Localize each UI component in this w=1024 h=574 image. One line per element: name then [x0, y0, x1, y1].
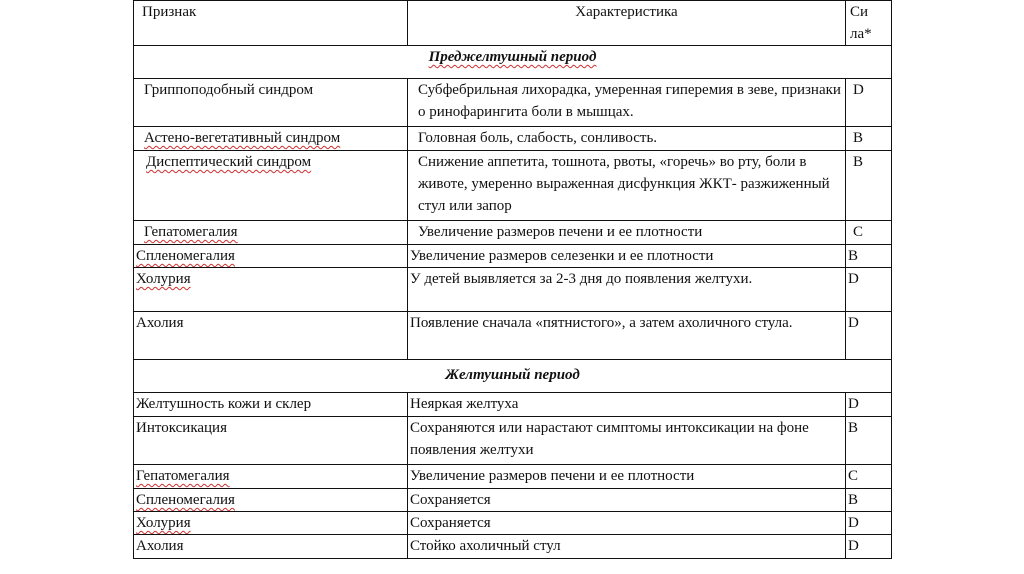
section-row [134, 46, 892, 79]
header-strength-line2: ла* [850, 26, 872, 42]
cell-sign: Желтушность кожи и склер [134, 393, 408, 417]
table-header-row [134, 1, 892, 46]
cell-characteristic: Сохраняются или нарастают симптомы интоксикации на фоне появления желтухи [408, 417, 846, 465]
cell-characteristic: Стойко ахоличный стул [408, 535, 846, 559]
cell-strength: D [846, 312, 892, 360]
cell-strength: C [846, 465, 892, 489]
cell-sign: Гриппоподобный синдром [134, 79, 408, 127]
table-row [134, 465, 892, 489]
cell-sign-text: Спленомегалия [136, 248, 235, 264]
cell-characteristic: Увеличение размеров селезенки и ее плотности [408, 245, 846, 268]
table-row [134, 221, 892, 245]
cell-strength: D [846, 512, 892, 535]
cell-characteristic: Субфебрильная лихорадка, умеренная гиперемия в зеве, признаки о ринофарингита боли в мышцах. [408, 79, 846, 127]
table-row [134, 245, 892, 268]
cell-sign [134, 245, 408, 268]
section-title-icteric: Желтушный период [134, 360, 892, 393]
table-row [134, 489, 892, 512]
cell-sign [134, 127, 408, 151]
cell-sign-text: Спленомегалия [136, 492, 235, 508]
cell-sign [134, 512, 408, 535]
cell-sign-text: Гепатомегалия [144, 224, 238, 240]
cell-sign [134, 151, 408, 221]
cell-strength: B [846, 417, 892, 465]
header-sign: Признак [134, 1, 408, 46]
table-row [134, 535, 892, 559]
cell-sign: Интоксикация [134, 417, 408, 465]
cell-characteristic: Неяркая желтуха [408, 393, 846, 417]
cell-sign-text: Холурия [136, 271, 191, 287]
header-strength [846, 1, 892, 46]
cell-sign-text: Диспептический синдром [146, 154, 312, 170]
cell-sign: Ахолия [134, 535, 408, 559]
cell-strength: D [846, 268, 892, 312]
header-strength-line1: Си [850, 4, 869, 20]
header-characteristic: Характеристика [408, 1, 846, 46]
table-row [134, 268, 892, 312]
cell-sign-text: Холурия [136, 515, 191, 531]
cell-strength: B [846, 151, 892, 221]
table-row [134, 393, 892, 417]
cell-strength: B [846, 127, 892, 151]
cell-characteristic: Появление сначала «пятнистого», а затем ахоличного стула. [408, 312, 846, 360]
cell-strength: D [846, 535, 892, 559]
cell-characteristic: Снижение аппетита, тошнота, рвоты, «горечь» во рту, боли в животе, умеренно выраженная дисфункция ЖКТ- разжиженный стул или запор [408, 151, 846, 221]
cell-sign-text: Астено-вегетативный синдром [144, 130, 341, 146]
table-row [134, 127, 892, 151]
cell-strength: B [846, 489, 892, 512]
table-row [134, 312, 892, 360]
cell-sign: Ахолия [134, 312, 408, 360]
symptoms-table [133, 0, 892, 559]
cell-sign [134, 489, 408, 512]
cell-characteristic: У детей выявляется за 2-3 дня до появления желтухи. [408, 268, 846, 312]
section-title-text: Преджелтушный период [428, 49, 597, 65]
table-row [134, 151, 892, 221]
cell-strength: D [846, 79, 892, 127]
section-title-pre-icteric [134, 46, 892, 79]
cell-sign [134, 465, 408, 489]
cell-characteristic: Увеличение размеров печени и ее плотности [408, 465, 846, 489]
cell-characteristic: Сохраняется [408, 489, 846, 512]
section-row [134, 360, 892, 393]
cell-strength: D [846, 393, 892, 417]
table-row [134, 512, 892, 535]
cell-characteristic: Головная боль, слабость, сонливость. [408, 127, 846, 151]
cell-sign [134, 268, 408, 312]
cell-characteristic: Увеличение размеров печени и ее плотности [408, 221, 846, 245]
cell-strength: B [846, 245, 892, 268]
cell-strength: C [846, 221, 892, 245]
table-row [134, 79, 892, 127]
cell-sign-text: Гепатомегалия [136, 468, 230, 484]
cell-sign [134, 221, 408, 245]
cell-characteristic: Сохраняется [408, 512, 846, 535]
table-row [134, 417, 892, 465]
